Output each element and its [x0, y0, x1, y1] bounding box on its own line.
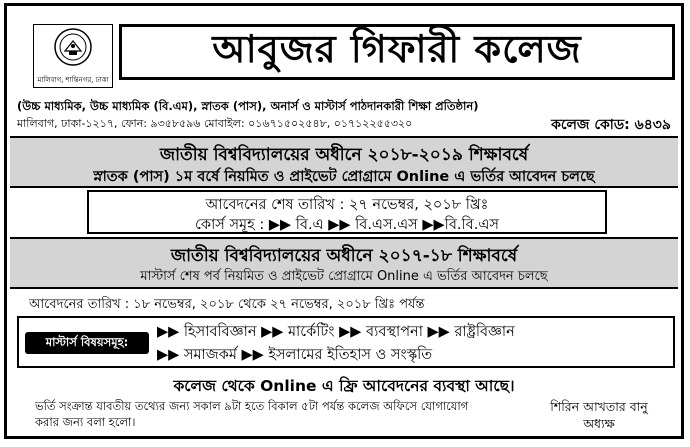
principal-name: শিরিন আখতার বানু: [550, 399, 648, 414]
office-contact-info: ভর্তি সংক্রান্ত যাবতীয় তথ্যের জন্য সকাল ৯টা হতে বিকাল ৫টা পর্যন্ত কলেজ অফিসে যোগাযোগ করার জন্য বলা হলো।: [35, 399, 469, 429]
header: [7, 6, 681, 94]
logo-caption: মালিবাগ, শান্তিনগর, ঢাকা: [37, 76, 109, 84]
college-logo: [33, 24, 113, 88]
masters-admission-text: মাস্টার্স শেষ পর্ব নিয়মিত ও প্রাইভেট প্রোগ্রামে Online এ ভর্তির আবেদন চলছে: [140, 269, 548, 284]
masters-subjects-line-1: ▶▶ হিসাববিজ্ঞান ▶▶ মার্কেটিং ▶▶ ব্যবস্থাপনা ▶▶ রাষ্ট্রবিজ্ঞান: [157, 324, 515, 340]
advertisement: [4, 3, 684, 439]
college-title: আবুজর গিফারী কলেজ: [119, 24, 675, 80]
masters-session-heading: জাতীয় বিশ্ববিদ্যালয়ের অধীনে ২০১৭-১৮ শিক্ষাবর্ষে: [170, 246, 518, 266]
masters-admission-banner: [10, 237, 678, 289]
online-application-note: কলেজ থেকে Online এ ফ্রি আবেদনের ব্যবস্থা আছে।: [173, 377, 515, 395]
degree-admission-text: স্নাতক (পাস) ১ম বর্ষে নিয়মিত ও প্রাইভেট প্রোগ্রামে Online এ ভর্তির আবেদন চলছে: [93, 169, 595, 185]
masters-subjects-box: [17, 316, 675, 368]
masters-subjects-label: মাস্টার্স বিষয়সমূহ:: [25, 332, 149, 354]
address-text: মালিবাগ, ঢাকা-১২১৭, ফোন: ৯৩৫৮৫৯৬ মোবাইল: ০১৬৭১৫০২৫৪৮, ০১৭১২২৫৫৩২০: [17, 117, 413, 130]
emblem-icon: [53, 27, 93, 67]
address-line: [17, 115, 677, 134]
signature-block: [529, 398, 669, 432]
degree-admission-banner: [10, 136, 678, 188]
tagline: (উচ্চ মাধ্যমিক, উচ্চ মাধ্যমিক (বি.এম), স্নাতক (পাস), অনার্স ও মাস্টার্স পাঠদানকারী শিক্ষা প্রতিষ্ঠান): [17, 99, 479, 113]
degree-deadline: আবেদনের শেষ তারিখ : ২৭ নভেম্বর, ২০১৮ খ্রিঃ: [205, 197, 489, 213]
degree-session-heading: জাতীয় বিশ্ববিদ্যালয়ের অধীনে ২০১৮-২০১৯ শিক্ষাবর্ষে: [159, 145, 529, 165]
principal-title: অধ্যক্ষ: [583, 416, 615, 431]
degree-deadline-box: [87, 190, 607, 234]
degree-courses: কোর্স সমূহ : ▶▶ বি.এ ▶▶ বি.এস.এস ▶▶বি.বি.এস: [195, 217, 499, 233]
masters-subjects-line-2: ▶▶ সমাজকর্ম ▶▶ ইসলামের ইতিহাস ও সংস্কৃতি: [157, 347, 433, 363]
masters-application-dates: আবেদনের তারিখ : ১৮ নভেম্বর, ২০১৮ থেকে ২৭ নভেম্বর, ২০১৮ খ্রিঃ পর্যন্ত: [29, 297, 425, 312]
college-code: কলেজ কোড: ৬৪৩৯: [551, 117, 671, 133]
